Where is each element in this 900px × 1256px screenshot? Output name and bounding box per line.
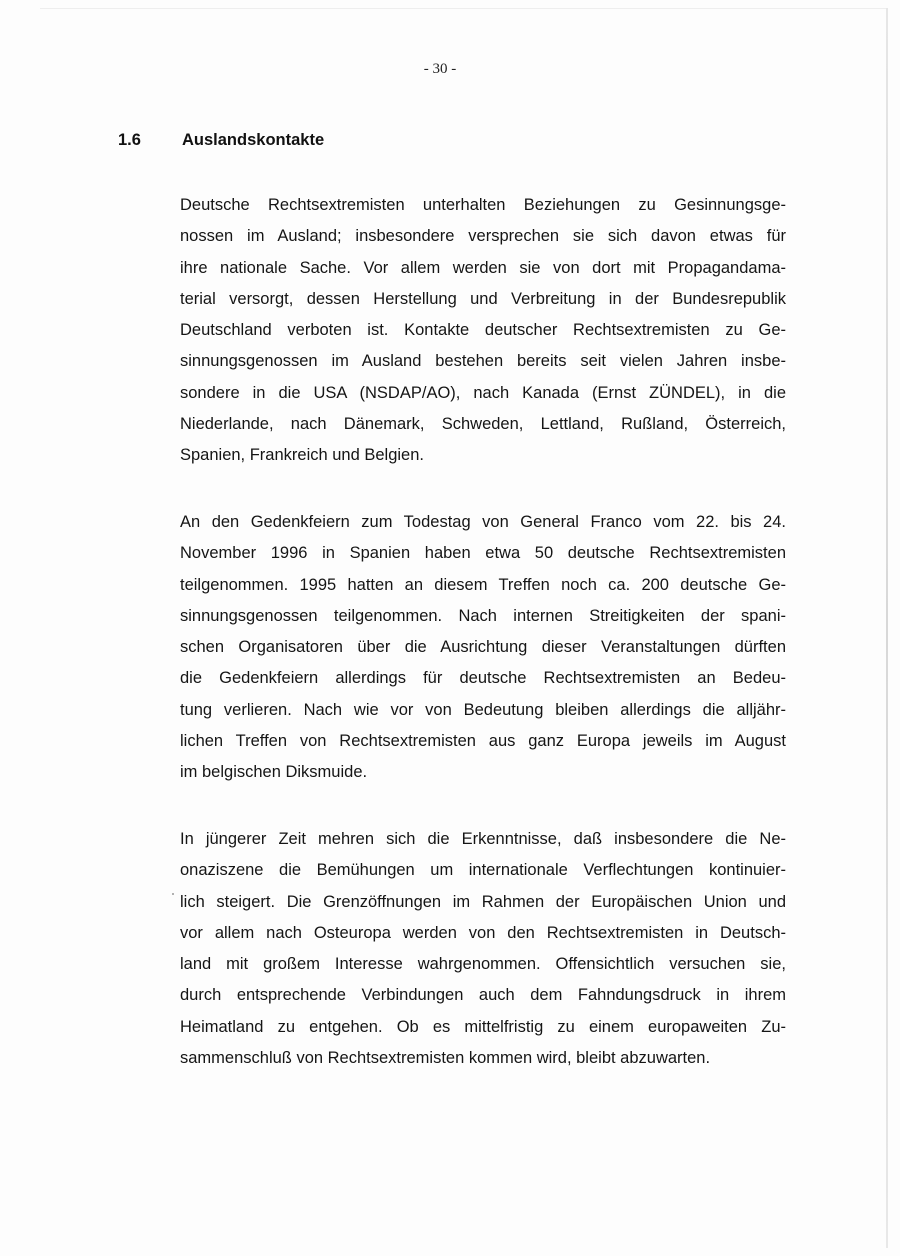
text-line: terial versorgt, dessen Herstellung und Verbreitung in der Bundesrepublik [180, 289, 786, 308]
section-heading [118, 131, 324, 150]
text-line: vor allem nach Osteuropa werden von den Rechtsextremisten in Deutsch- [180, 923, 786, 942]
text-line: In jüngerer Zeit mehren sich die Erkenntnisse, daß insbesondere die Ne- [180, 830, 786, 848]
section-title: Auslandskontakte [182, 131, 325, 149]
text-line: Deutschland verboten ist. Kontakte deutscher Rechtsextremisten zu Ge- [180, 321, 786, 340]
text-line: sinnungsgenossen teilgenommen. Nach internen Streitigkeiten der spani- [180, 606, 786, 625]
text-line: die Gedenkfeiern allerdings für deutsche Rechtsextremisten an Bedeu- [180, 669, 786, 688]
text-line: An den Gedenkfeiern zum Todestag von General Franco vom 22. bis 24. [180, 513, 786, 531]
text-line: land mit großem Interesse wahrgenommen. Offensichtlich versuchen sie, [180, 955, 786, 974]
scan-speck [172, 893, 174, 895]
text-line: ihre nationale Sache. Vor allem werden sie von dort mit Propagandama- [180, 258, 786, 277]
text-line: im belgischen Diksmuide. [180, 763, 368, 782]
text-line: sinnungsgenossen im Ausland bestehen bereits seit vielen Jahren insbe- [180, 352, 786, 371]
paragraph-international-networks [180, 824, 786, 1074]
text-line: sammenschluß von Rechtsextremisten kommen wird, bleibt abzuwarten. [180, 1049, 711, 1068]
text-line: onaziszene die Bemühungen um internationale Verflechtungen kontinuier- [180, 861, 786, 880]
page-number: - 30 - [423, 61, 457, 77]
paragraph-franco-commemoration [180, 507, 786, 789]
text-line: schen Organisatoren über die Ausrichtung dieser Veranstaltungen dürften [180, 638, 786, 657]
text-line: Niederlande, nach Dänemark, Schweden, Lettland, Rußland, Österreich, [180, 415, 786, 434]
section-number: 1.6 [118, 131, 141, 149]
text-line: lich steigert. Die Grenzöffnungen im Rahmen der Europäischen Union und [180, 892, 786, 911]
text-line: lichen Treffen von Rechtsextremisten aus ganz Europa jeweils im August [180, 732, 786, 751]
text-line: nossen im Ausland; insbesondere versprechen sie sich davon etwas für [180, 227, 786, 246]
text-line: Spanien, Frankreich und Belgien. [180, 446, 424, 465]
scan-edge-top [40, 8, 886, 9]
text-line: Deutsche Rechtsextremisten unterhalten Beziehungen zu Gesinnungsge- [180, 196, 786, 214]
text-line: teilgenommen. 1995 hatten an diesem Treffen noch ca. 200 deutsche Ge- [180, 575, 786, 594]
text-line: November 1996 in Spanien haben etwa 50 deutsche Rechtsextremisten [180, 544, 786, 563]
text-line: durch entsprechende Verbindungen auch dem Fahndungsdruck in ihrem [180, 986, 786, 1005]
scan-edge-right [886, 8, 888, 1248]
text-line: sondere in die USA (NSDAP/AO), nach Kanada (Ernst ZÜNDEL), in die [180, 383, 786, 402]
text-line: Heimatland zu entgehen. Ob es mittelfristig zu einem europaweiten Zu- [180, 1017, 786, 1036]
text-line: tung verlieren. Nach wie vor von Bedeutung bleiben allerdings die alljähr- [180, 700, 786, 719]
paragraph-foreign-contacts [180, 190, 786, 472]
